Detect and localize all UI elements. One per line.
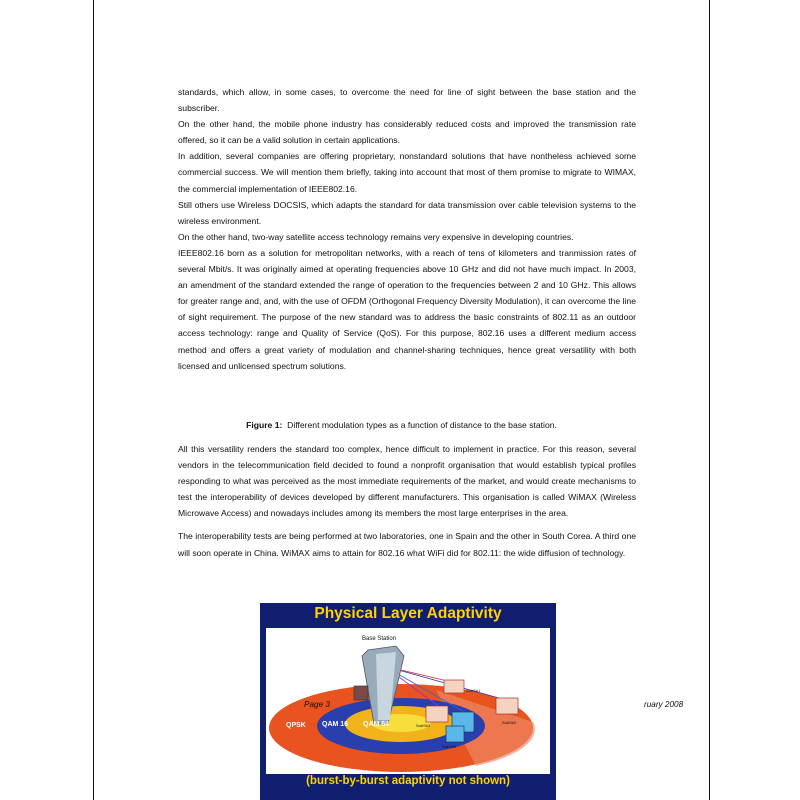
document-page — [93, 0, 710, 800]
paragraph: Still others use Wireless DOCSIS, which adapts the standard for data transmission over cable television systems to the wireless environment. — [178, 199, 636, 226]
subscriber-label: SubS#1 — [466, 688, 481, 693]
footer-page-number: Page 3 — [304, 700, 330, 709]
figure-title: Physical Layer Adaptivity — [314, 605, 502, 622]
ring-label-qam16: QAM 16 — [322, 721, 349, 728]
paragraph: On the other hand, the mobile phone industry has considerably reduced costs and improved the transmission rate offered, so it can be a valid solution in certain applications. — [178, 119, 636, 146]
figure-caption-text: Different modulation types as a function of distance to the base station. — [287, 420, 557, 430]
subscriber-label: SubS#4 — [442, 744, 457, 749]
figure-caption-label: Figure 1: — [246, 420, 283, 430]
body-text-bottom — [178, 441, 636, 568]
paragraph: All this versatility renders the standard too complex, hence difficult to implement in practice. For this reason, several vendors in the telecommunication field decided to found a nonprofit organisation that would establish typical profiles responding to what was perceived as the most immediate requirements of the market, and would create mechanisms to test the interoperability of devices developed by different manufacturers. This organisation is called WiMAX (Wireless Microwave Access) and nowadays includes among its members the most large enterprises in the area. — [178, 444, 636, 519]
house-icon — [496, 698, 518, 714]
figure-bottom-caption: (burst-by-burst adaptivity not shown) — [306, 775, 510, 787]
building-blue-icon — [446, 726, 464, 742]
paragraph: The interoperability tests are being performed at two laboratories, one in Spain and the other in South Corea. A third one will soon operate in China. WiMAX aims to attain for 802.16 what WiFi did for 802.11: the wide diffusion of technology. — [178, 531, 636, 558]
ring-label-qam64: QAM 64 — [363, 721, 390, 728]
ring-label-qpsk: QPSK — [286, 722, 306, 729]
subscriber-label: SubS#2 — [502, 720, 517, 725]
figure-caption — [94, 420, 709, 430]
paragraph: On the other hand, two-way satellite access technology remains very expensive in developing countries. — [178, 231, 574, 242]
building-icon — [354, 686, 368, 700]
house-icon — [444, 680, 464, 693]
subscriber-label: SubS#3 — [416, 723, 431, 728]
base-station-label: Base Station — [362, 636, 397, 642]
paragraph: IEEE802.16 born as a solution for metropolitan networks, with a reach of tens of kilometers and tranmission rates of several Mbit/s. It was originally aimed at operating frequencies above 10 GHz and did not have much impact. In 2003, an amendment of the standard extended the range of operation to the frequencies between 2 and 10 GHz. This allows for greater range and, and, with the use of OFDM (Orthogonal Frequency Diversity Modulation), it can overcome the line of sight requirement. The purpose of the new standard was to address the basic constraints of 802.11 as an outdoor access technology: range and Quality of Service (QoS). For this purpose, 802.16 uses a different medium access method and offers a great variety of modulation and channel-sharing techniques, hence great versatility with both licensed and unlicensed spectrum solutions. — [178, 247, 636, 371]
footer-date: ruary 2008 — [644, 700, 684, 709]
paragraph: In addition, several companies are offering proprietary, nonstandard solutions that have nontheless achieved some commercial success. We will mention them briefly, taking into account that most of them promise to migrate to WIMAX, the commercial implementation of IEEE802.16. — [178, 151, 636, 194]
body-text-top — [178, 84, 636, 374]
house-icon — [426, 706, 448, 722]
paragraph: standards, which allow, in some cases, to overcome the need for line of sight between the base station and the subscriber. — [178, 87, 636, 114]
